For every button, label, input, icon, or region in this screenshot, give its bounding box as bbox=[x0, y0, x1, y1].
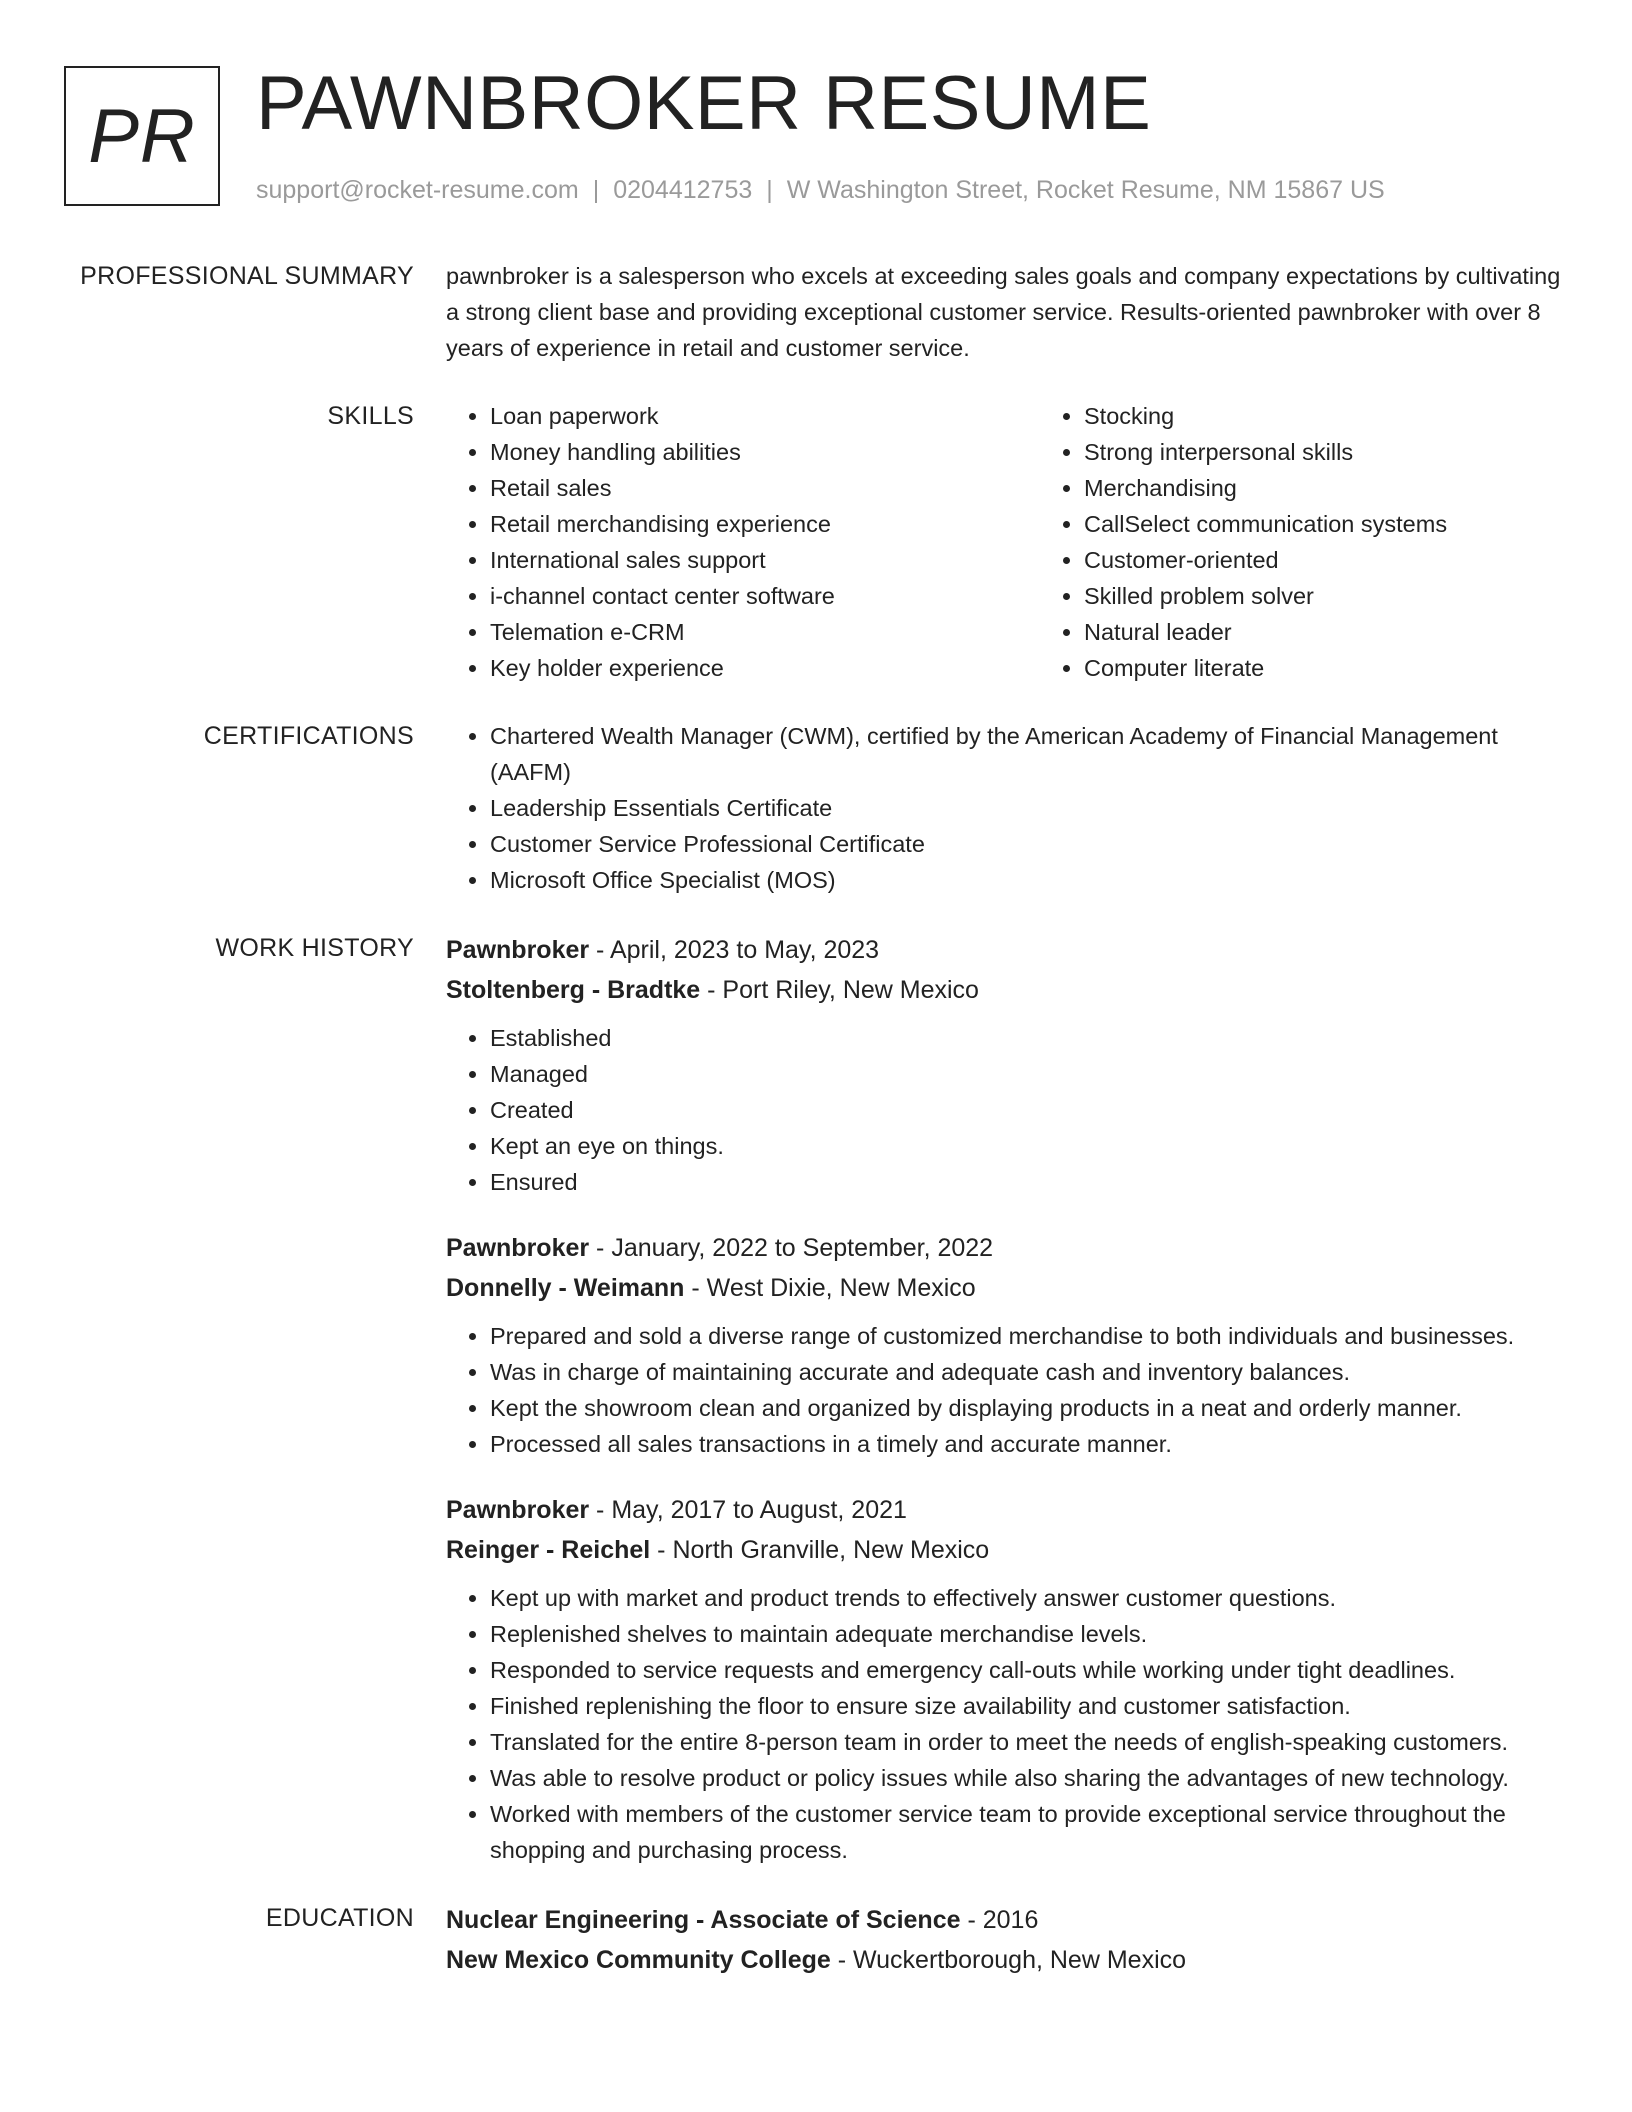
job-role-line bbox=[446, 1228, 1566, 1268]
monogram-initials: PR bbox=[88, 93, 196, 179]
job-bullets bbox=[446, 1020, 1566, 1200]
contact-address: W Washington Street, Rocket Resume, NM 15867 US bbox=[786, 176, 1385, 204]
section-title-skills: SKILLS bbox=[327, 402, 414, 430]
job-bullet: • Worked with members of the customer service team to provide exceptional service throughout the shopping and purchasing process. bbox=[490, 1796, 1566, 1868]
contact-line bbox=[256, 174, 1385, 206]
job-dates: - April, 2023 to May, 2023 bbox=[589, 936, 880, 964]
job-company: Stoltenberg - Bradtke bbox=[446, 976, 701, 1004]
job-bullets bbox=[446, 1580, 1566, 1868]
job-bullet: • Was able to resolve product or policy issues while also sharing the advantages of new technology. bbox=[490, 1760, 1566, 1796]
job-location: - Port Riley, New Mexico bbox=[700, 976, 979, 1004]
contact-separator: | bbox=[592, 176, 600, 204]
job-bullet: • Kept the showroom clean and organized by displaying products in a neat and orderly manner. bbox=[490, 1390, 1566, 1426]
skill-item: • Skilled problem solver bbox=[1084, 578, 1632, 614]
skills-section bbox=[0, 398, 1632, 686]
job-company-line bbox=[446, 1530, 1566, 1570]
monogram-box bbox=[64, 66, 220, 206]
skill-item: • CallSelect communication systems bbox=[1084, 506, 1632, 542]
summary-text: pawnbroker is a salesperson who excels at exceeding sales goals and company expectations by cultivating a strong client base and providing exceptional customer service. Results-oriented pawnbroker with over 8 years of experience in retail and customer service. bbox=[446, 263, 1561, 361]
job-dates: - January, 2022 to September, 2022 bbox=[589, 1234, 994, 1262]
work-history-body bbox=[446, 930, 1566, 1868]
certification-item: • Customer Service Professional Certificate bbox=[490, 826, 1566, 862]
job-role: Pawnbroker bbox=[446, 1496, 590, 1524]
job-company-line bbox=[446, 970, 1566, 1010]
resume-sections bbox=[0, 258, 1632, 2012]
education-body bbox=[446, 1900, 1566, 1980]
certifications-list bbox=[446, 718, 1566, 898]
skill-item: • Strong interpersonal skills bbox=[1084, 434, 1632, 470]
section-title-work-history: WORK HISTORY bbox=[215, 934, 414, 962]
education-section bbox=[0, 1900, 1632, 1980]
job-company: Reinger - Reichel bbox=[446, 1536, 651, 1564]
skill-item: • Telemation e-CRM bbox=[490, 614, 1040, 650]
resume-title: PAWNBROKER RESUME bbox=[256, 61, 1152, 146]
skill-item: • Retail sales bbox=[490, 470, 1040, 506]
skill-item: • Customer-oriented bbox=[1084, 542, 1632, 578]
skill-item: • Money handling abilities bbox=[490, 434, 1040, 470]
job-bullet: • Established bbox=[490, 1020, 1566, 1056]
job-entry bbox=[446, 930, 1566, 1200]
job-bullet: • Prepared and sold a diverse range of customized merchandise to both individuals and businesses. bbox=[490, 1318, 1566, 1354]
job-bullet: • Kept an eye on things. bbox=[490, 1128, 1566, 1164]
certifications-section bbox=[0, 718, 1632, 898]
section-title-education: EDUCATION bbox=[265, 1904, 414, 1932]
contact-phone: 0204412753 bbox=[613, 176, 753, 204]
job-bullet: • Was in charge of maintaining accurate and adequate cash and inventory balances. bbox=[490, 1354, 1566, 1390]
job-bullet: • Finished replenishing the floor to ensure size availability and customer satisfaction. bbox=[490, 1688, 1566, 1724]
education-location: - Wuckertborough, New Mexico bbox=[830, 1946, 1187, 1974]
skill-item: • Computer literate bbox=[1084, 650, 1632, 686]
job-dates: - May, 2017 to August, 2021 bbox=[589, 1496, 907, 1524]
job-role: Pawnbroker bbox=[446, 936, 590, 964]
contact-email: support@rocket-resume.com bbox=[256, 176, 579, 204]
job-bullets bbox=[446, 1318, 1566, 1462]
education-degree: Nuclear Engineering - Associate of Science bbox=[446, 1906, 961, 1934]
job-role-line bbox=[446, 930, 1566, 970]
job-role: Pawnbroker bbox=[446, 1234, 590, 1262]
skill-item: • Stocking bbox=[1084, 398, 1632, 434]
skill-item: • Merchandising bbox=[1084, 470, 1632, 506]
skills-list-right bbox=[1040, 398, 1632, 686]
job-entry bbox=[446, 1228, 1566, 1462]
section-title-summary: PROFESSIONAL SUMMARY bbox=[80, 262, 414, 290]
skill-item: • Retail merchandising experience bbox=[490, 506, 1040, 542]
certifications-body bbox=[446, 718, 1566, 898]
job-company: Donnelly - Weimann bbox=[446, 1274, 685, 1302]
job-bullet: • Created bbox=[490, 1092, 1566, 1128]
education-school-line bbox=[446, 1940, 1566, 1980]
skill-item: • i-channel contact center software bbox=[490, 578, 1040, 614]
job-bullet: • Processed all sales transactions in a timely and accurate manner. bbox=[490, 1426, 1566, 1462]
job-bullet: • Replenished shelves to maintain adequate merchandise levels. bbox=[490, 1616, 1566, 1652]
job-role-line bbox=[446, 1490, 1566, 1530]
job-company-line bbox=[446, 1268, 1566, 1308]
skill-item: • Natural leader bbox=[1084, 614, 1632, 650]
job-bullet: • Kept up with market and product trends to effectively answer customer questions. bbox=[490, 1580, 1566, 1616]
work-history-section bbox=[0, 930, 1632, 1868]
job-entry bbox=[446, 1490, 1566, 1868]
skills-list-left bbox=[446, 398, 1040, 686]
job-bullet: • Responded to service requests and emergency call-outs while working under tight deadlines. bbox=[490, 1652, 1566, 1688]
job-bullet: • Managed bbox=[490, 1056, 1566, 1092]
section-title-certifications: CERTIFICATIONS bbox=[203, 722, 414, 750]
education-school: New Mexico Community College bbox=[446, 1946, 831, 1974]
contact-separator: | bbox=[766, 176, 773, 204]
skill-item: • Key holder experience bbox=[490, 650, 1040, 686]
education-year: - 2016 bbox=[960, 1906, 1039, 1934]
certification-item: • Microsoft Office Specialist (MOS) bbox=[490, 862, 1566, 898]
skill-item: • International sales support bbox=[490, 542, 1040, 578]
certification-item: • Chartered Wealth Manager (CWM), certified by the American Academy of Financial Management (AAFM) bbox=[490, 718, 1566, 790]
skills-body bbox=[446, 398, 1566, 686]
summary-section bbox=[0, 258, 1632, 366]
job-bullet: • Translated for the entire 8-person team in order to meet the needs of english-speaking customers. bbox=[490, 1724, 1566, 1760]
certification-item: • Leadership Essentials Certificate bbox=[490, 790, 1566, 826]
education-degree-line bbox=[446, 1900, 1566, 1940]
summary-body bbox=[446, 258, 1566, 366]
job-location: - North Granville, New Mexico bbox=[650, 1536, 990, 1564]
job-location: - West Dixie, New Mexico bbox=[684, 1274, 976, 1302]
job-bullet: • Ensured bbox=[490, 1164, 1566, 1200]
skill-item: • Loan paperwork bbox=[490, 398, 1040, 434]
